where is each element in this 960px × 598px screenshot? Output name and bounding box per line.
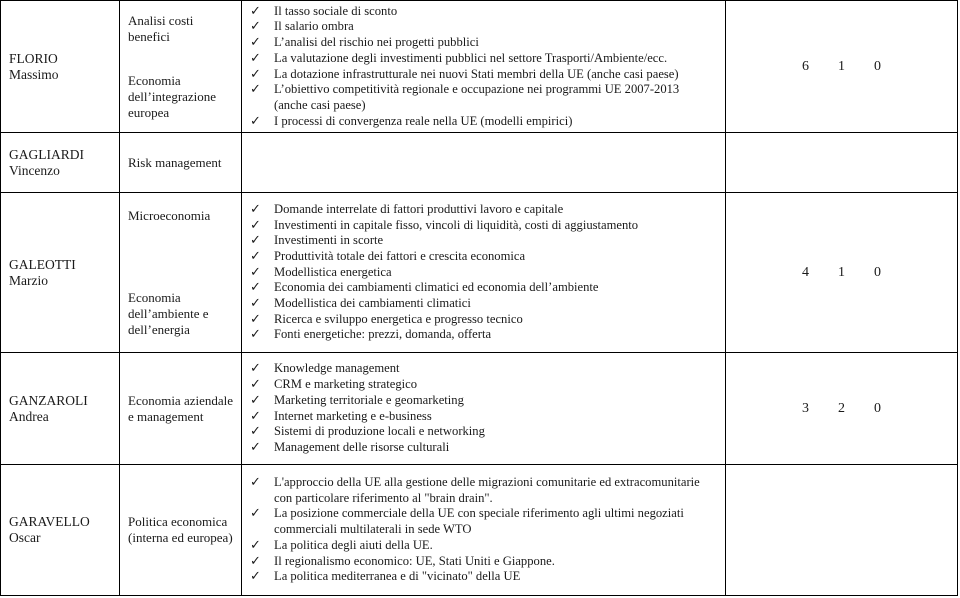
topic-text: La dotazione infrastrutturale nei nuovi Stati membri della UE (anche casi paese) (274, 66, 679, 81)
checkmark-icon: ✓ (250, 233, 261, 249)
topic-item (248, 265, 721, 281)
topic-text: Economia dei cambiamenti climatici ed economia dell’ambiente (274, 280, 599, 295)
topic-text: Marketing territoriale e geomarketing (274, 392, 464, 407)
topic-item (248, 327, 721, 343)
topic-text: Internet marketing e e-business (274, 408, 432, 423)
topics-cell (242, 1, 726, 133)
topic-text: La politica mediterranea e di "vicinato" della UE (274, 569, 521, 584)
topic-list (242, 361, 725, 455)
topic-item (248, 4, 721, 20)
topic-text: Fonti energetiche: prezzi, domanda, offerta (274, 327, 492, 342)
credit-value: 3 (802, 400, 809, 416)
topic-item (248, 202, 721, 218)
course-cell (120, 133, 242, 193)
topic-text: Domande interrelate di fattori produttivi lavoro e capitale (274, 201, 564, 216)
topic-item (248, 361, 721, 377)
instructor-firstname: Marzio (9, 272, 48, 288)
credits-cell (726, 1, 958, 133)
instructor-firstname: Andrea (9, 408, 49, 424)
credit-value: 0 (874, 400, 881, 416)
checkmark-icon: ✓ (250, 553, 261, 569)
topic-item (248, 424, 721, 440)
instructor-surname: FLORIO (9, 50, 58, 66)
topic-text: Il salario ombra (274, 19, 354, 34)
topic-item (248, 82, 721, 98)
topic-list (242, 4, 725, 130)
topic-item (248, 19, 721, 35)
topics-cell (242, 133, 726, 193)
topic-item (248, 538, 721, 554)
instructor-firstname: Massimo (9, 66, 59, 82)
topic-text: Investimenti in capitale fisso, vincoli di liquidità, costi di aggiustamento (274, 217, 639, 232)
topic-text: Il tasso sociale di sconto (274, 3, 398, 18)
topic-item (248, 296, 721, 312)
checkmark-icon: ✓ (250, 569, 261, 585)
credit-value: 0 (874, 264, 881, 280)
course-name: Economia aziendale e management (128, 392, 234, 424)
topic-text: L'approccio della UE alla gestione delle migrazioni comunitarie ed extracomunitarie (274, 475, 700, 490)
topic-list (242, 202, 725, 343)
topic-text: L’analisi del rischio nei progetti pubblici (274, 35, 479, 50)
course-name: Risk management (128, 154, 222, 170)
checkmark-icon: ✓ (250, 408, 261, 424)
topic-item (248, 280, 721, 296)
topic-text: Produttività totale dei fattori e crescita economica (274, 248, 526, 263)
instructor-name-cell (1, 465, 120, 596)
topic-text: La valutazione degli investimenti pubblici nel settore Trasporti/Ambiente/ecc. (274, 50, 668, 65)
topic-text: Investimenti in scorte (274, 233, 384, 248)
course-cell (120, 1, 242, 133)
topic-item (248, 506, 721, 522)
topic-text: con particolare riferimento al "brain drain". (274, 490, 493, 505)
course-cell (120, 193, 242, 353)
checkmark-icon: ✓ (250, 19, 261, 35)
credits-cell (726, 133, 958, 193)
instructor-surname: GALEOTTI (9, 256, 76, 272)
checkmark-icon: ✓ (250, 506, 261, 522)
checkmark-icon: ✓ (250, 35, 261, 51)
topic-item (248, 312, 721, 328)
course-name: Politica economica (interna ed europea) (128, 514, 233, 545)
topic-item (248, 51, 721, 67)
checkmark-icon: ✓ (250, 424, 261, 440)
course-name: Microeconomia (128, 207, 211, 223)
checkmark-icon: ✓ (250, 82, 261, 98)
topic-text: I processi di convergenza reale nella UE (modelli empirici) (274, 113, 573, 128)
instructor-name-cell (1, 133, 120, 193)
topic-text: La politica degli aiuti della UE. (274, 537, 433, 552)
course-cell (120, 353, 242, 465)
topic-text: Management delle risorse culturali (274, 439, 450, 454)
course-name: Analisi costi benefici (128, 12, 194, 44)
topic-text: La posizione commerciale della UE con speciale riferimento agli ultimi negoziati (274, 506, 684, 521)
credits-cell (726, 465, 958, 596)
instructor-firstname: Oscar (9, 530, 41, 545)
instructor-surname: GAGLIARDI (9, 146, 84, 162)
topic-text: Sistemi di produzione locali e networking (274, 424, 485, 439)
topic-item (248, 35, 721, 51)
instructor-name-cell (1, 353, 120, 465)
topic-text: L’obiettivo competitività regionale e occupazione nei programmi UE 2007-2013 (274, 82, 680, 97)
table-row (1, 133, 958, 193)
checkmark-icon: ✓ (250, 537, 261, 553)
table-row (1, 353, 958, 465)
topic-item (248, 249, 721, 265)
checkmark-icon: ✓ (250, 113, 261, 129)
course-name: Economia dell’integrazione europea (128, 72, 217, 120)
topic-item (248, 233, 721, 249)
instructor-surname: GARAVELLO (9, 514, 90, 529)
topic-item (248, 409, 721, 425)
topic-item (248, 218, 721, 234)
checkmark-icon: ✓ (250, 50, 261, 66)
credits-cell (726, 193, 958, 353)
topic-item (248, 440, 721, 456)
topics-cell (242, 353, 726, 465)
topic-text: Il regionalismo economico: UE, Stati Uniti e Giappone. (274, 553, 555, 568)
topic-item (248, 67, 721, 83)
table-row (1, 193, 958, 353)
checkmark-icon: ✓ (250, 201, 261, 217)
topic-text: Ricerca e sviluppo energetica e progresso tecnico (274, 311, 523, 326)
checkmark-icon: ✓ (250, 3, 261, 19)
checkmark-icon: ✓ (250, 280, 261, 296)
topic-item (248, 475, 721, 491)
topic-item (248, 554, 721, 570)
checkmark-icon: ✓ (250, 264, 261, 280)
topic-item (248, 114, 721, 130)
topic-item-continuation (248, 98, 721, 114)
topic-item-continuation (248, 522, 721, 538)
checkmark-icon: ✓ (250, 217, 261, 233)
course-name: Economia dell’ambiente e dell’energia (128, 289, 209, 337)
credit-value: 1 (838, 264, 845, 280)
instructor-surname: GANZAROLI (9, 392, 88, 408)
checkmark-icon: ✓ (250, 361, 261, 377)
topic-item (248, 393, 721, 409)
checkmark-icon: ✓ (250, 439, 261, 455)
topic-text: Knowledge management (274, 361, 400, 376)
topic-text: commerciali multilaterali in sede WTO (274, 522, 472, 537)
credit-value: 1 (838, 58, 845, 74)
checkmark-icon: ✓ (250, 296, 261, 312)
instructor-name-cell (1, 193, 120, 353)
checkmark-icon: ✓ (250, 311, 261, 327)
topic-item (248, 377, 721, 393)
credit-value: 0 (874, 58, 881, 74)
course-cell (120, 465, 242, 596)
topic-item-continuation (248, 491, 721, 507)
topics-cell (242, 465, 726, 596)
topic-text: CRM e marketing strategico (274, 377, 418, 392)
instructor-firstname: Vincenzo (9, 162, 60, 178)
table-row (1, 465, 958, 596)
credit-value: 6 (802, 58, 809, 74)
table-row (1, 1, 958, 133)
topic-text: Modellistica dei cambiamenti climatici (274, 296, 471, 311)
topic-list (242, 475, 725, 585)
instructor-name-cell (1, 1, 120, 133)
credit-value: 2 (838, 400, 845, 416)
topic-text: (anche casi paese) (274, 97, 366, 112)
checkmark-icon: ✓ (250, 66, 261, 82)
topic-text: Modellistica energetica (274, 264, 392, 279)
credit-value: 4 (802, 264, 809, 280)
checkmark-icon: ✓ (250, 327, 261, 343)
topic-item (248, 569, 721, 585)
topics-cell (242, 193, 726, 353)
checkmark-icon: ✓ (250, 475, 261, 491)
credits-cell (726, 353, 958, 465)
checkmark-icon: ✓ (250, 248, 261, 264)
checkmark-icon: ✓ (250, 392, 261, 408)
checkmark-icon: ✓ (250, 377, 261, 393)
